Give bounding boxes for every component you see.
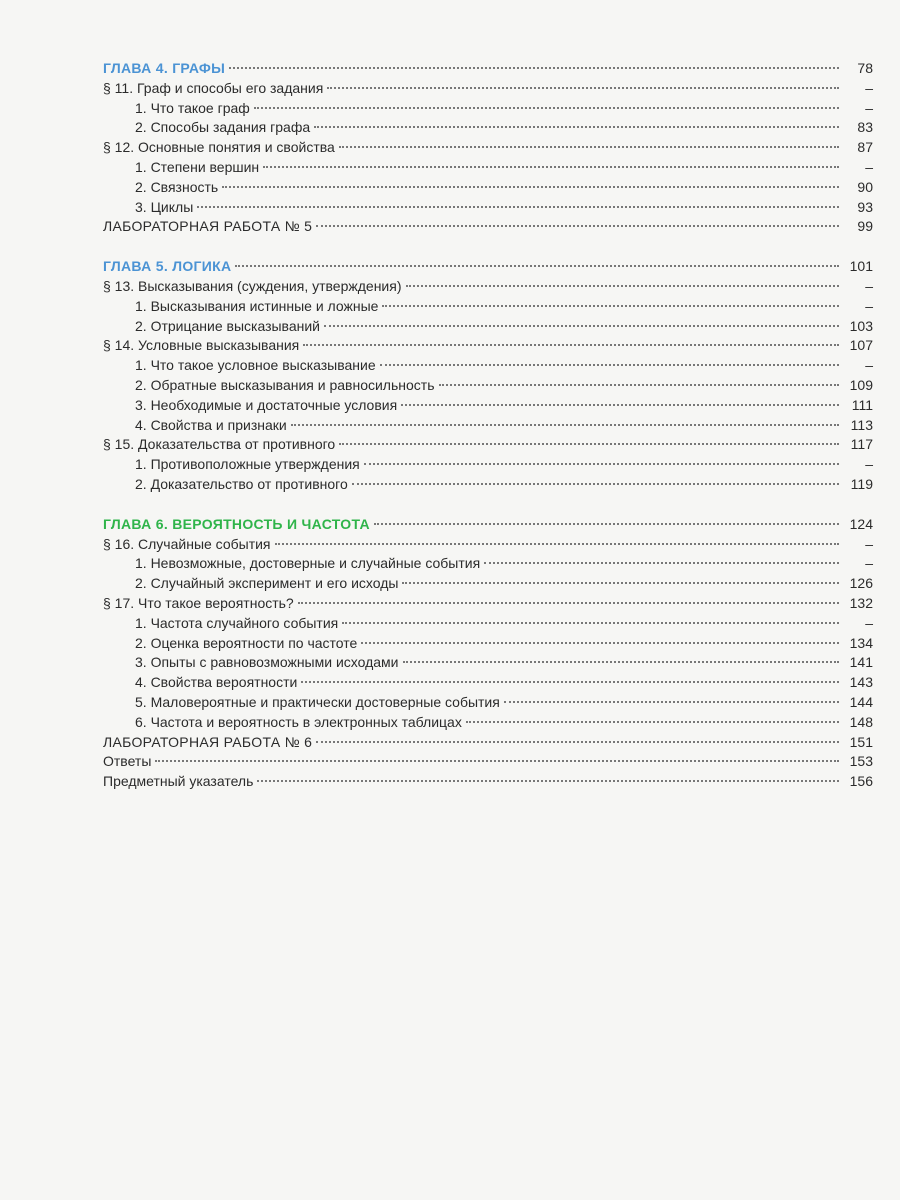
toc-page-number: 111 xyxy=(851,396,873,413)
toc-page-number: 107 xyxy=(849,337,873,354)
toc-page-number: 113 xyxy=(850,416,873,433)
toc-entry-title: ГЛАВА 5. ЛОГИКА xyxy=(103,258,232,275)
dot-leader xyxy=(339,443,839,445)
toc-page-number: 83 xyxy=(857,119,873,136)
dot-leader xyxy=(257,780,839,782)
toc-lab-row xyxy=(103,217,873,237)
toc-item-row xyxy=(103,198,873,218)
toc-entry-title: 2. Случайный эксперимент и его исходы xyxy=(135,575,399,592)
toc-page-number: 101 xyxy=(849,258,873,275)
toc-entry-title: § 16. Случайные события xyxy=(103,535,271,552)
toc-item-row xyxy=(103,673,873,693)
dot-leader xyxy=(352,483,839,485)
dot-leader xyxy=(504,701,839,703)
dot-leader xyxy=(380,364,839,366)
toc-entry-title: 1. Невозможные, достоверные и случайные события xyxy=(135,555,481,572)
toc-entry-title: § 17. Что такое вероятность? xyxy=(103,594,294,611)
toc-page-number: 124 xyxy=(849,515,873,532)
dot-leader xyxy=(275,543,839,545)
toc-item-row xyxy=(103,554,873,574)
toc-entry-title: § 11. Граф и способы его задания xyxy=(103,79,324,96)
toc-entry-title: 1. Высказывания истинные и ложные xyxy=(135,297,379,314)
dot-leader xyxy=(403,661,840,663)
toc-section-row xyxy=(103,277,873,297)
dot-leader xyxy=(324,325,839,327)
toc-item-row xyxy=(103,653,873,673)
toc-entry-title: ГЛАВА 4. ГРАФЫ xyxy=(103,60,226,76)
toc-page-number: – xyxy=(865,535,873,552)
toc-section-row xyxy=(103,772,873,792)
toc-item-row xyxy=(103,416,873,436)
toc-entry-title: 1. Частота случайного события xyxy=(135,614,339,631)
dot-leader xyxy=(303,344,839,346)
toc-entry-title: § 15. Доказательства от противного xyxy=(103,436,336,453)
toc-section-row xyxy=(103,435,873,455)
toc-item-row xyxy=(103,178,873,198)
toc-page-number: 143 xyxy=(849,674,873,691)
toc-section-row xyxy=(103,594,873,614)
toc-section-row xyxy=(103,535,873,555)
toc-entry-title: ЛАБОРАТОРНАЯ РАБОТА № 6 xyxy=(103,733,313,750)
table-of-contents xyxy=(103,59,873,812)
dot-leader xyxy=(382,305,839,307)
toc-item-row xyxy=(103,297,873,317)
toc-page-number: 126 xyxy=(849,575,873,592)
dot-leader xyxy=(263,166,839,168)
dot-leader xyxy=(406,285,840,287)
toc-item-row xyxy=(103,99,873,119)
toc-item-row xyxy=(103,455,873,475)
toc-entry-title: 2. Связность xyxy=(135,178,219,195)
toc-page-number: 109 xyxy=(849,376,873,393)
dot-leader xyxy=(374,523,839,525)
toc-page-number: 153 xyxy=(849,753,873,770)
toc-entry-title: 1. Что такое граф xyxy=(135,99,250,116)
toc-entry-title: ГЛАВА 6. ВЕРОЯТНОСТЬ И ЧАСТОТА xyxy=(103,515,370,532)
toc-entry-title: 2. Обратные высказывания и равносильность xyxy=(135,376,435,393)
toc-item-row xyxy=(103,693,873,713)
toc-page-number: 134 xyxy=(849,634,873,651)
toc-entry-title: 3. Циклы xyxy=(135,198,194,215)
toc-entry-title: 2. Доказательство от противного xyxy=(135,475,348,492)
toc-section-row xyxy=(103,138,873,158)
toc-item-row xyxy=(103,634,873,654)
toc-entry-title: § 14. Условные высказывания xyxy=(103,337,300,354)
toc-chapter-row xyxy=(103,515,873,535)
toc-page-number: 151 xyxy=(849,733,873,750)
toc-page-number: 141 xyxy=(849,654,873,671)
toc-item-row xyxy=(103,396,873,416)
toc-entry-title: § 12. Основные понятия и свойства xyxy=(103,139,335,156)
toc-entry-title: § 13. Высказывания (суждения, утверждения) xyxy=(103,277,402,294)
dot-leader xyxy=(484,562,839,564)
dot-leader xyxy=(229,67,839,69)
toc-page-number: – xyxy=(865,555,873,572)
toc-page-number: – xyxy=(865,357,873,374)
toc-entry-title: ЛАБОРАТОРНАЯ РАБОТА № 5 xyxy=(103,218,313,235)
toc-page-number: 78 xyxy=(857,60,873,76)
toc-lab-row xyxy=(103,733,873,753)
toc-chapter-row xyxy=(103,59,873,79)
dot-leader xyxy=(401,404,839,406)
toc-section-row xyxy=(103,752,873,772)
chapter-block xyxy=(103,515,873,792)
toc-entry-title: 3. Опыты с равновозможными исходами xyxy=(135,654,399,671)
dot-leader xyxy=(466,721,839,723)
dot-leader xyxy=(342,622,839,624)
toc-page-number: 87 xyxy=(857,139,873,156)
toc-page-number: 117 xyxy=(850,436,873,453)
toc-item-row xyxy=(103,713,873,733)
toc-entry-title: 2. Отрицание высказываний xyxy=(135,317,320,334)
toc-entry-title: 5. Маловероятные и практически достоверные события xyxy=(135,693,500,710)
dot-leader xyxy=(316,225,839,227)
dot-leader xyxy=(316,741,839,743)
toc-item-row xyxy=(103,356,873,376)
dot-leader xyxy=(364,463,839,465)
toc-item-row xyxy=(103,614,873,634)
dot-leader xyxy=(339,146,839,148)
toc-entry-title: 4. Свойства и признаки xyxy=(135,416,287,433)
dot-leader xyxy=(301,681,839,683)
toc-page-number: 148 xyxy=(849,713,873,730)
toc-entry-title: 2. Способы задания графа xyxy=(135,119,311,136)
toc-item-row xyxy=(103,574,873,594)
dot-leader xyxy=(314,126,839,128)
dot-leader xyxy=(197,206,839,208)
toc-page-number: – xyxy=(865,297,873,314)
toc-page-number: 144 xyxy=(849,693,873,710)
toc-page-number: – xyxy=(865,99,873,116)
toc-page-number: – xyxy=(865,158,873,175)
chapter-block xyxy=(103,257,873,495)
toc-entry-title: 4. Свойства вероятности xyxy=(135,674,298,691)
toc-item-row xyxy=(103,158,873,178)
toc-item-row xyxy=(103,118,873,138)
toc-item-row xyxy=(103,317,873,337)
dot-leader xyxy=(327,87,839,89)
chapter-block xyxy=(103,59,873,237)
dot-leader xyxy=(222,186,839,188)
dot-leader xyxy=(402,582,839,584)
dot-leader xyxy=(298,602,839,604)
toc-page-number: – xyxy=(865,614,873,631)
toc-page-number: 93 xyxy=(857,198,873,215)
toc-page-number: 119 xyxy=(850,475,873,492)
toc-section-row xyxy=(103,336,873,356)
dot-leader xyxy=(361,642,839,644)
toc-page-number: – xyxy=(865,277,873,294)
dot-leader xyxy=(155,760,839,762)
toc-page-number: 132 xyxy=(849,594,873,611)
toc-section-row xyxy=(103,79,873,99)
toc-page-number: 90 xyxy=(857,178,873,195)
toc-entry-title: 1. Степени вершин xyxy=(135,158,260,175)
toc-entry-title: 1. Противоположные утверждения xyxy=(135,456,360,473)
toc-page-number: 103 xyxy=(849,317,873,334)
toc-item-row xyxy=(103,475,873,495)
toc-page-number: – xyxy=(865,456,873,473)
toc-entry-title: Ответы xyxy=(103,753,152,770)
toc-page-number: – xyxy=(865,79,873,96)
toc-item-row xyxy=(103,376,873,396)
dot-leader xyxy=(291,424,839,426)
dot-leader xyxy=(439,384,840,386)
toc-entry-title: 6. Частота и вероятность в электронных таблицах xyxy=(135,713,462,730)
dot-leader xyxy=(235,265,839,267)
toc-chapter-row xyxy=(103,257,873,277)
toc-entry-title: 1. Что такое условное высказывание xyxy=(135,357,376,374)
toc-page-number: 99 xyxy=(857,218,873,235)
toc-entry-title: 2. Оценка вероятности по частоте xyxy=(135,634,358,651)
toc-entry-title: 3. Необходимые и достаточные условия xyxy=(135,396,398,413)
toc-page-number: 156 xyxy=(849,773,873,790)
toc-entry-title: Предметный указатель xyxy=(103,773,254,790)
dot-leader xyxy=(254,107,839,109)
